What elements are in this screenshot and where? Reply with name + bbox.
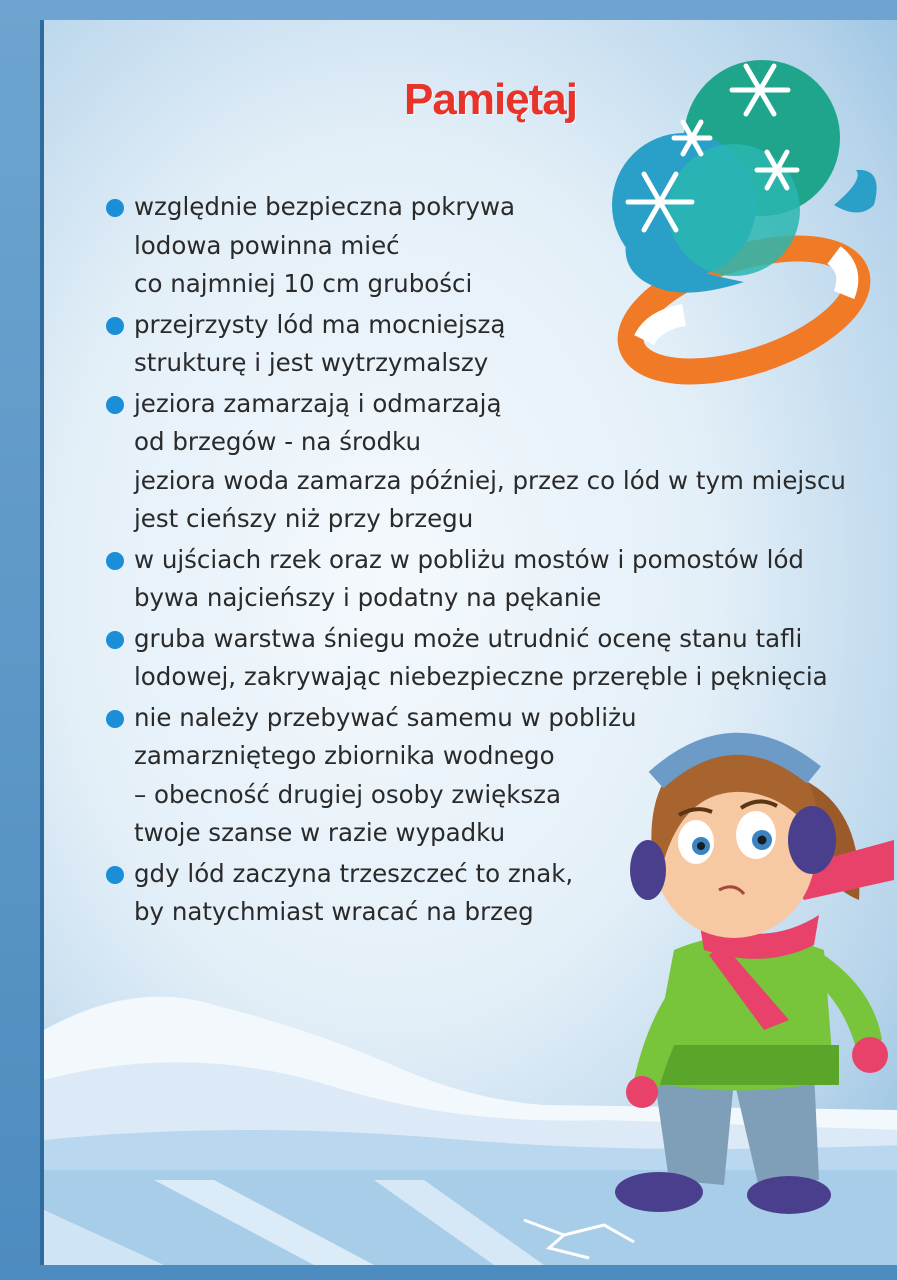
tip-line: od brzegów - na środku [134, 427, 422, 456]
bullet-dot-icon [106, 552, 124, 570]
tip-line: by natychmiast wracać na brzeg [134, 897, 534, 926]
list-item [106, 620, 846, 697]
tips-list [106, 188, 846, 934]
list-item [106, 855, 846, 932]
tip-line: gdy lód zaczyna trzeszczeć to znak, [134, 858, 574, 888]
list-item [106, 699, 846, 853]
tip-line: nie należy przebywać samemu w pobliżu [134, 702, 637, 732]
page-title: Pamiętaj [404, 75, 577, 124]
tip-line: lodowa powinna mieć [134, 230, 400, 260]
poster-panel [40, 20, 897, 1265]
tip-line: jeziora woda zamarza później, przez co lód w tym miejscu [134, 465, 846, 495]
bullet-dot-icon [106, 396, 124, 414]
list-item [106, 188, 846, 304]
tip-line: gruba warstwa śniegu może utrudnić ocenę stanu tafli [134, 623, 803, 653]
list-item [106, 385, 846, 539]
list-item [106, 541, 846, 618]
tip-line: względnie bezpieczna pokrywa [134, 192, 516, 221]
tip-line: przejrzysty lód ma mocniejszą [134, 309, 506, 339]
tip-line: strukturę i jest wytrzymalszy [134, 348, 489, 377]
bullet-dot-icon [106, 710, 124, 728]
tip-line: twoje szanse w razie wypadku [134, 818, 506, 847]
tip-line: jeziora zamarzają i odmarzają [134, 388, 502, 418]
bullet-dot-icon [106, 866, 124, 884]
bullet-dot-icon [106, 199, 124, 217]
tip-line: lodowej, zakrywając niebezpieczne przeręble i pęknięcia [134, 662, 828, 691]
tip-line: bywa najcieńszy i podatny na pękanie [134, 583, 602, 612]
tip-line: co najmniej 10 cm grubości [134, 269, 473, 298]
tip-line: – obecność drugiej osoby zwiększa [134, 779, 562, 809]
tip-line: jest cieńszy niż przy brzegu [134, 504, 474, 533]
bullet-dot-icon [106, 631, 124, 649]
tip-line: zamarzniętego zbiornika wodnego [134, 741, 555, 770]
tip-line: w ujściach rzek oraz w pobliżu mostów i pomostów lód [134, 544, 804, 574]
bullet-dot-icon [106, 317, 124, 335]
list-item [106, 306, 846, 383]
